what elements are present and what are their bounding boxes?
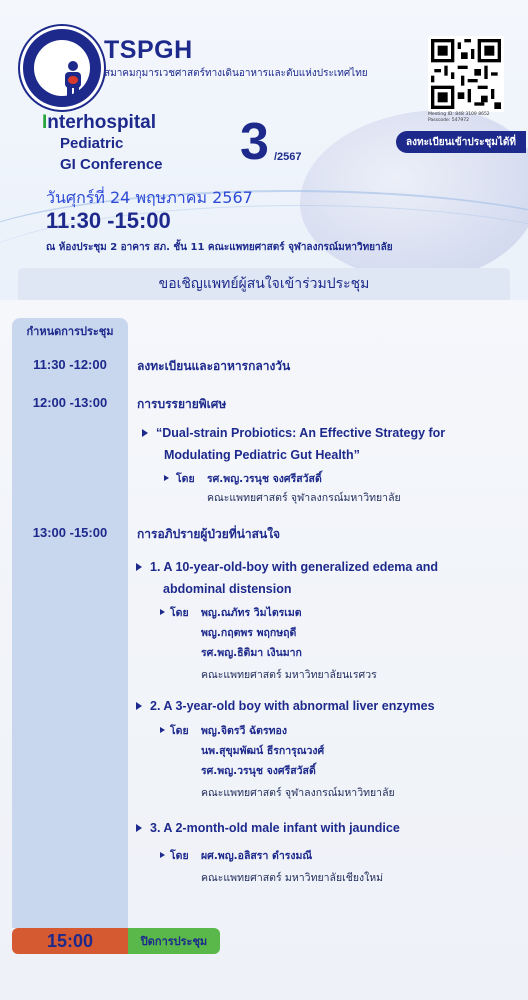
- qr-code-icon: [431, 39, 501, 109]
- qr-code[interactable]: [428, 36, 504, 112]
- speaker-name: พญ.จิตรวี ฉัตรทอง: [201, 725, 287, 737]
- event-time: 11:30 -15:00: [46, 208, 171, 233]
- speaker-name: นพ.สุขุมพัฒน์ ธีรการุณวงศ์: [201, 745, 325, 757]
- lecture-title-line: Modulating Pediatric Gut Health”: [164, 448, 360, 462]
- by-label: โดย: [176, 473, 195, 485]
- invitation-banner: ขอเชิญแพทย์ผู้สนใจเข้าร่วมประชุม: [18, 268, 510, 300]
- event-venue: ณ ห้องประชุม 2 อาคาร สภ. ชั้น 11 คณะแพทยศาสตร์ จุฬาลงกรณ์มหาวิทยาลัย: [46, 242, 393, 253]
- bullet-arrow-icon: [136, 824, 142, 832]
- closing-time: 15:00: [12, 928, 128, 954]
- speaker-name: พญ.ณภัทร วิมไตรเมต: [201, 607, 302, 619]
- case-title-line: abdominal distension: [163, 582, 292, 596]
- slot-title: การบรรยายพิเศษ: [137, 397, 227, 411]
- agenda-title: กำหนดการประชุม: [12, 318, 128, 344]
- child-figure-icon: [59, 60, 87, 98]
- bullet-arrow-icon: [136, 702, 142, 710]
- case-title-line: 2. A 3-year-old boy with abnormal liver enzymes: [150, 699, 435, 713]
- edition-number: 3: [240, 113, 269, 171]
- by-label: โดย: [170, 725, 189, 737]
- slot-title: ลงทะเบียนและอาหารกลางวัน: [137, 359, 291, 373]
- speaker-name: พญ.กฤตพร พฤกษฤดี: [201, 627, 297, 639]
- register-button[interactable]: ลงทะเบียนเข้าประชุมได้ที่: [396, 131, 526, 153]
- bullet-arrow-icon: [142, 429, 148, 437]
- by-label: โดย: [170, 850, 189, 862]
- slot-time: 13:00 -15:00: [32, 525, 108, 540]
- speaker-name: รศ.พญ.วรนุช จงศรีสวัสดิ์: [207, 473, 322, 485]
- conference-title-line3: GI Conference: [60, 156, 163, 173]
- conference-title-line2: Pediatric: [60, 135, 124, 152]
- slot-title: การอภิปรายผู้ป่วยที่น่าสนใจ: [137, 527, 281, 541]
- brand-name: TSPGH: [104, 36, 193, 64]
- qr-caption: Meeting ID: 848 3109 8652 Passcode: 547972: [428, 112, 490, 123]
- conference-title: Interhospital: [42, 112, 157, 133]
- slot-time: 11:30 -12:00: [33, 357, 107, 372]
- small-arrow-icon: [160, 727, 165, 733]
- brand-subtitle: สมาคมกุมารเวชศาสตร์ทางเดินอาหารและตับแห่งประเทศไทย: [104, 68, 368, 79]
- bullet-arrow-icon: [136, 563, 142, 571]
- slot-time: 12:00 -13:00: [32, 395, 108, 410]
- speaker-name: รศ.พญ.ธิติมา เงินมาก: [201, 647, 302, 659]
- small-arrow-icon: [164, 475, 169, 481]
- by-label: โดย: [170, 607, 189, 619]
- edition-year: /2567: [274, 151, 302, 163]
- case-title-line: 3. A 2-month-old male infant with jaundice: [150, 821, 400, 835]
- speaker-name: รศ.พญ.วรนุช จงศรีสวัสดิ์: [201, 765, 316, 777]
- speaker-affiliation: คณะแพทยศาสตร์ จุฬาลงกรณ์มหาวิทยาลัย: [201, 787, 395, 799]
- closing-label: ปิดการประชุม: [128, 928, 220, 954]
- speaker-name: ผศ.พญ.อลิสรา ดำรงมณี: [201, 850, 313, 862]
- case-title-line: 1. A 10-year-old-boy with generalized edema and: [150, 560, 439, 574]
- speaker-affiliation: คณะแพทยศาสตร์ จุฬาลงกรณ์มหาวิทยาลัย: [207, 492, 401, 504]
- speaker-affiliation: คณะแพทยศาสตร์ มหาวิทยาลัยเชียงใหม่: [201, 872, 384, 884]
- small-arrow-icon: [160, 852, 165, 858]
- event-date: วันศุกร์ที่ 24 พฤษภาคม 2567: [46, 188, 253, 207]
- small-arrow-icon: [160, 609, 165, 615]
- tspgh-logo: [20, 26, 104, 110]
- time-column: [12, 344, 128, 928]
- speaker-affiliation: คณะแพทยศาสตร์ มหาวิทยาลัยนเรศวร: [201, 669, 377, 681]
- lecture-title-line: “Dual-strain Probiotics: An Effective Strategy for: [156, 426, 446, 440]
